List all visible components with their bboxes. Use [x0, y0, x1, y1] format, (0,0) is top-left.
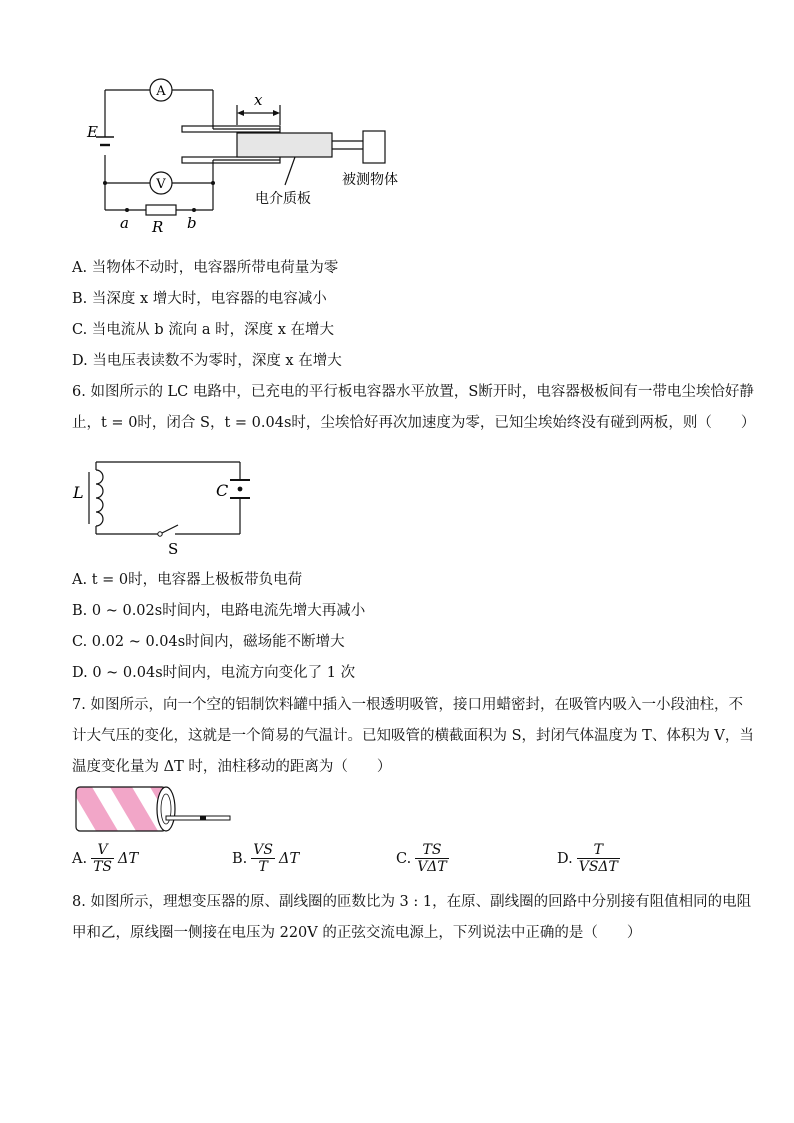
q5-option-a: A. 当物体不动时，电容器所带电荷量为零 — [72, 260, 339, 276]
q7-stem-line3: 温度变化量为 ΔT 时，油柱移动的距离为（ ） — [72, 759, 392, 775]
q7-option-b — [232, 842, 299, 875]
emf-label: E — [87, 123, 98, 141]
q7-option-d-fraction: $\frac{T}{\text{VSΔT}}$ — [578, 842, 618, 875]
q7-stem-line2: 计大气压的变化，这就是一个简易的气温计。已知吸管的横截面积为 S，封闭气体温度为 T、体积为 V，当 — [72, 728, 754, 744]
resistor-label: R — [152, 218, 164, 235]
q7-option-b-tail: ΔT — [278, 850, 300, 867]
resistor-symbol — [146, 205, 176, 215]
q7-option-a-label: A. — [72, 850, 88, 867]
q7-option-b-fraction: $\frac{VS}{T}$ — [253, 842, 273, 875]
q7-option-d-label: D. — [557, 850, 573, 867]
q7-option-a-tail: ΔT — [118, 850, 139, 867]
q7-option-d — [557, 842, 620, 875]
point-a-label: a — [120, 214, 129, 232]
q7-option-a — [72, 842, 138, 875]
lc-circuit-figure — [70, 450, 270, 560]
q6-option-a: A. t = 0时，电容器上极板带负电荷 — [72, 572, 303, 588]
q6-option-c: C. 0.02 ~ 0.04s时间内，磁场能不断增大 — [72, 634, 345, 650]
depth-x-label: x — [254, 91, 263, 109]
q6-stem-line2: 止，t = 0时，闭合 S，t = 0.04s时，尘埃恰好再次加速度为零，已知尘埃始终没有碰到两板，则（ ） — [72, 415, 756, 431]
dielectric-label: 电介质板 — [255, 191, 311, 207]
inductor-label: L — [73, 483, 84, 502]
q7-option-c-fraction: $\frac{TS}{\text{VΔT}}$ — [417, 842, 447, 875]
ammeter-label: A — [156, 84, 166, 99]
point-b-label: b — [187, 214, 197, 232]
q6-stem-line1: 6. 如图所示的 LC 电路中，已充电的平行板电容器水平放置，S断开时，电容器极板间有一带电尘埃恰好静 — [72, 384, 754, 400]
switch-label: S — [168, 540, 179, 558]
can-thermometer-figure — [70, 783, 240, 835]
q7-stem-line1: 7. 如图所示，向一个空的铝制饮料罐中插入一根透明吸管，接口用蜡密封，在吸管内吸入一小段油柱，不 — [72, 697, 743, 713]
object-label: 被测物体 — [342, 172, 398, 188]
q6-option-b: B. 0 ~ 0.02s时间内，电路电流先增大再减小 — [72, 603, 366, 619]
q5-option-b: B. 当深度 x 增大时，电容器的电容减小 — [72, 291, 327, 307]
q5-option-c: C. 当电流从 b 流向 a 时，深度 x 在增大 — [72, 322, 335, 338]
q8-stem-line1: 8. 如图所示，理想变压器的原、副线圈的匝数比为 3 : 1，在原、副线圈的回路中分别接有阻值相同的电阻 — [72, 894, 752, 910]
q5-option-d: D. 当电压表读数不为零时，深度 x 在增大 — [72, 353, 342, 369]
capacitor-sensor-circuit-figure — [80, 75, 420, 235]
q7-option-b-label: B. — [232, 850, 248, 867]
voltmeter-label: V — [156, 177, 166, 192]
q7-option-c — [396, 842, 449, 875]
q7-option-c-label: C. — [396, 850, 412, 867]
q6-option-d: D. 0 ~ 0.04s时间内，电流方向变化了 1 次 — [72, 665, 356, 681]
q7-option-a-fraction: $\frac{V}{TS}$ — [93, 842, 113, 875]
q8-stem-line2: 甲和乙，原线圈一侧接在电压为 220V 的正弦交流电源上，下列说法中正确的是（ ） — [72, 925, 642, 941]
capacitor-label: C — [216, 481, 229, 500]
